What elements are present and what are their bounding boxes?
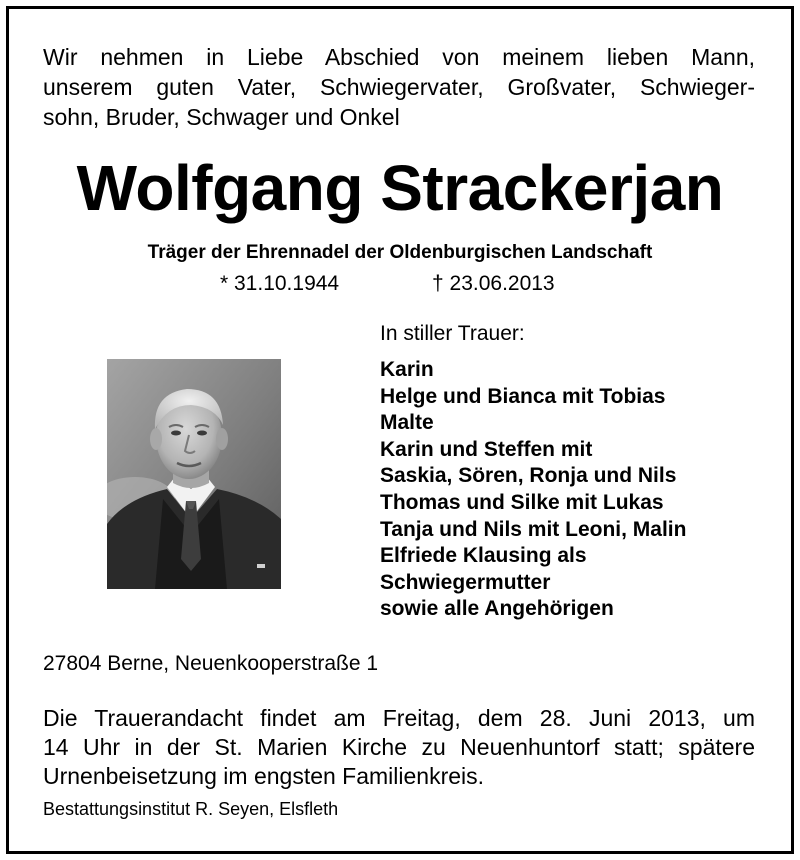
mourner-line: Tanja und Nils mit Leoni, Malin [380,517,687,541]
address: 27804 Berne, Neuenkooperstraße 1 [43,652,379,675]
service-line: Die Trauerandacht findet am Freitag, dem 28. Juni 2013, um [43,705,755,731]
mourner-line: Saskia, Sören, Ronja und Nils [380,464,677,488]
service-info [43,704,755,791]
mourner-line: Elfriede Klausing als [380,544,587,568]
deceased-name: Wolfgang Strackerjan [76,152,724,224]
intro-line: sohn, Bruder, Schwager und Onkel [43,104,400,130]
mourner-line: Malte [380,411,434,435]
mourner-line: Schwiegermutter [380,570,551,594]
intro-text [43,42,755,132]
mourner-line: Helge und Bianca mit Tobias [380,384,666,408]
mourner-line: Karin und Steffen mit [380,437,593,461]
mourner-line: Karin [380,358,434,381]
intro-line: Wir nehmen in Liebe Abschied von meinem lieben Mann, [43,44,755,70]
intro-line: unserem guten Vater, Schwiegervater, Großvater, Schwieger- [43,74,755,100]
mourner-line: Thomas und Silke mit Lukas [380,490,664,514]
birth-date: * 31.10.1944 [220,272,340,295]
mourners-list [380,357,686,623]
funeral-home: Bestattungsinstitut R. Seyen, Elsfleth [43,799,339,819]
portrait-photo [107,359,281,589]
mourner-line: sowie alle Angehörigen [380,597,614,621]
service-line: Urnenbeisetzung im engsten Familienkreis. [43,763,485,789]
death-date: † 23.06.2013 [432,272,555,295]
honor-line: Träger der Ehrennadel der Oldenburgischen Landschaft [147,242,653,263]
service-line: 14 Uhr in der St. Marien Kirche zu Neuenhuntorf statt; spätere [43,734,755,760]
mourning-label: In stiller Trauer: [380,322,525,345]
